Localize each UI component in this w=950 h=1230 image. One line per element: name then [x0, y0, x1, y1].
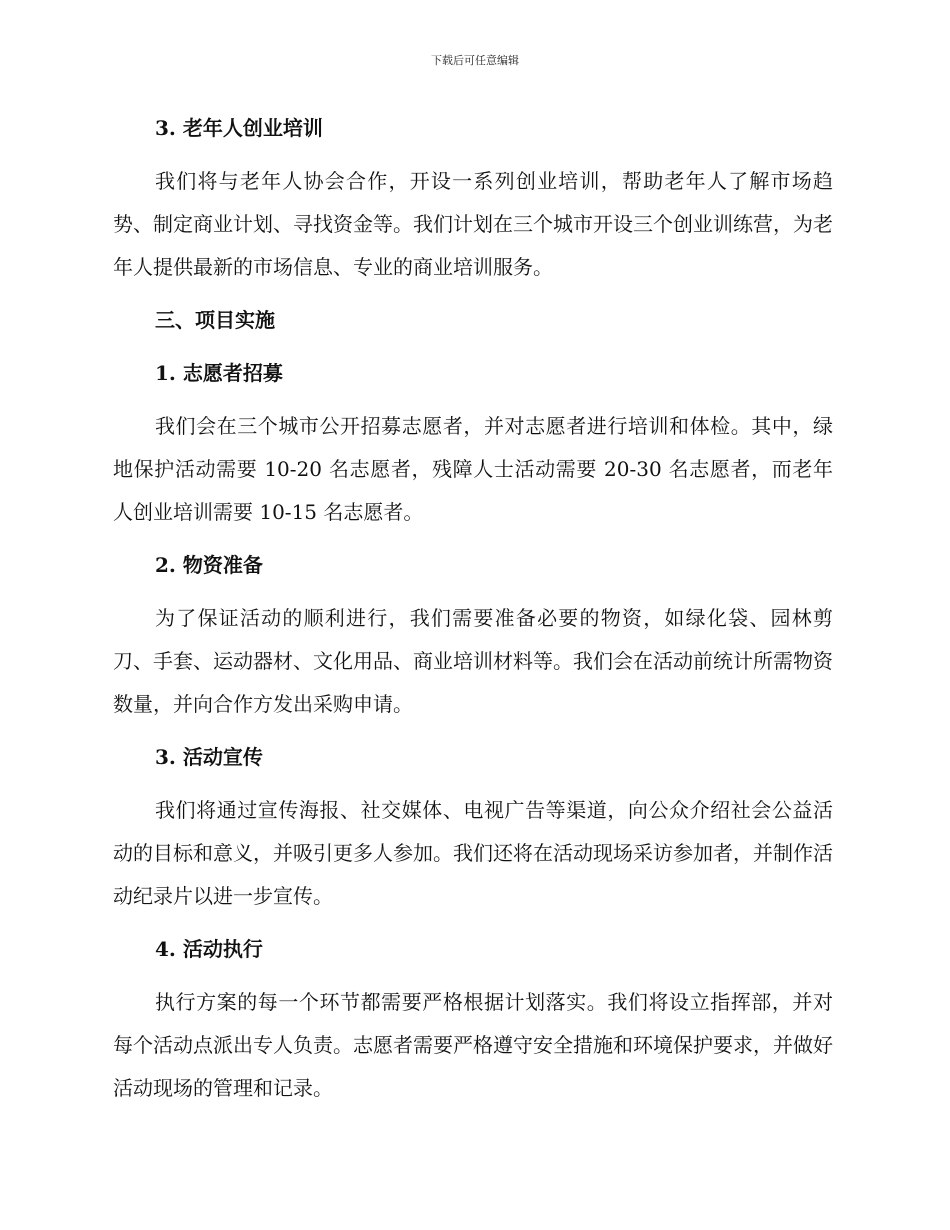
- heading-promotion: 3. 活动宣传: [155, 745, 263, 769]
- paragraph-volunteer-recruitment: 我们会在三个城市公开招募志愿者，并对志愿者进行培训和体检。其中，绿地保护活动需要 10-20 名志愿者，残障人士活动需要 20-30 名志愿者，而老年人创业培训需要 10-15 名志愿者。: [113, 414, 833, 524]
- heading-materials: 2. 物资准备: [155, 553, 263, 577]
- document-body: [113, 106, 833, 1110]
- paragraph-execution: 执行方案的每一个环节都需要严格根据计划落实。我们将设立指挥部，并对每个活动点派出专人负责。志愿者需要严格遵守安全措施和环境保护要求，并做好活动现场的管理和记录。: [113, 990, 833, 1100]
- heading-execution: 4. 活动执行: [155, 937, 263, 961]
- paragraph-elderly-training: 我们将与老年人协会合作，开设一系列创业培训，帮助老年人了解市场趋势、制定商业计划、寻找资金等。我们计划在三个城市开设三个创业训练营，为老年人提供最新的市场信息、专业的商业培训服务。: [113, 169, 833, 279]
- paragraph-materials: 为了保证活动的顺利进行，我们需要准备必要的物资，如绿化袋、园林剪刀、手套、运动器材、文化用品、商业培训材料等。我们会在活动前统计所需物资数量，并向合作方发出采购申请。: [113, 606, 833, 716]
- heading-implementation: 三、项目实施: [155, 308, 275, 332]
- heading-elderly-training: 3. 老年人创业培训: [155, 116, 323, 140]
- paragraph-promotion: 我们将通过宣传海报、社交媒体、电视广告等渠道，向公众介绍社会公益活动的目标和意义，并吸引更多人参加。我们还将在活动现场采访参加者，并制作活动纪录片以进一步宣传。: [113, 798, 833, 908]
- heading-volunteer-recruitment: 1. 志愿者招募: [155, 361, 283, 385]
- page-header-note: 下载后可任意编辑: [431, 54, 519, 67]
